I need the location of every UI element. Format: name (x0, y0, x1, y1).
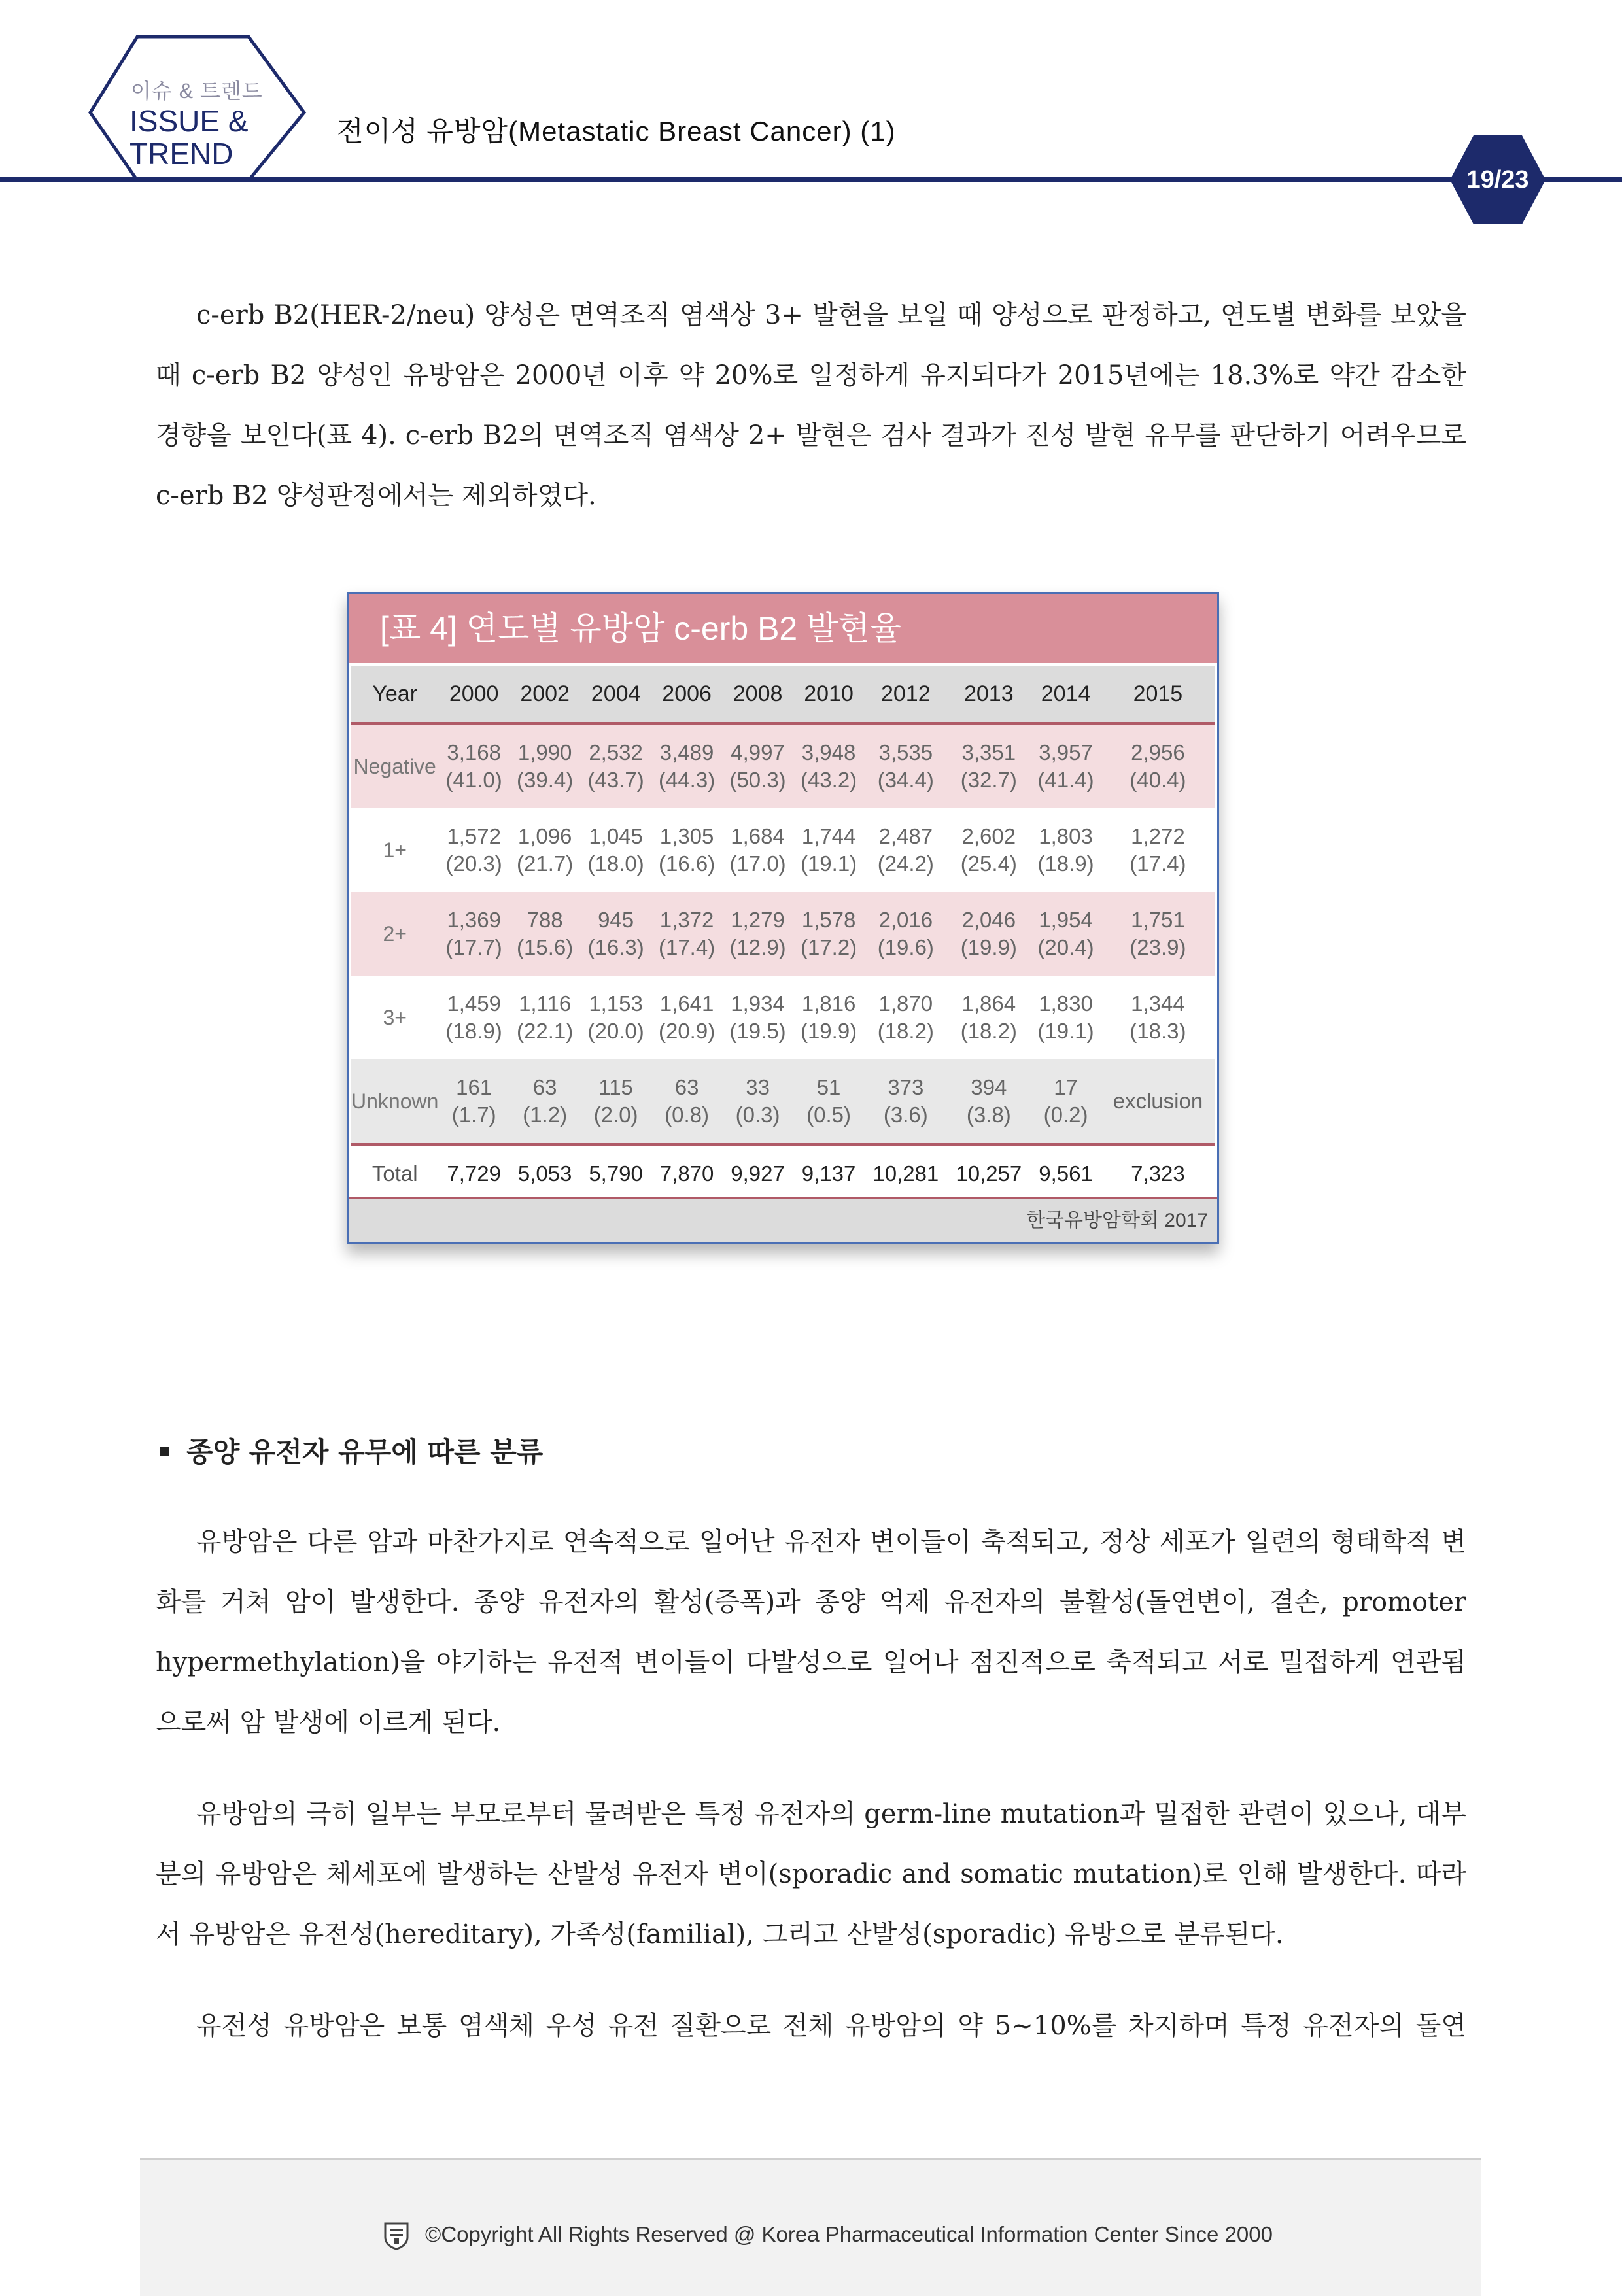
percent-value: (16.3) (587, 935, 644, 959)
value-cell (509, 723, 580, 808)
issue-trend-badge (85, 34, 320, 182)
count-value: 2,532 (589, 740, 643, 764)
percent-value: (19.9) (960, 935, 1017, 959)
value-cell (722, 892, 793, 976)
percent-value: (0.2) (1043, 1103, 1088, 1127)
table-row (351, 723, 1215, 808)
count-value: 33 (746, 1075, 770, 1099)
value-cell (722, 976, 793, 1059)
percent-value: (17.2) (800, 935, 857, 959)
count-value: 1,803 (1039, 824, 1093, 848)
value-cell (1101, 723, 1215, 808)
page-number-badge (1449, 134, 1547, 226)
value-cell (580, 723, 651, 808)
percent-value: (19.5) (729, 1019, 786, 1043)
page-number: 19/23 (1466, 166, 1529, 194)
count-value: 3,489 (659, 740, 714, 764)
percent-value: (17.4) (1130, 851, 1186, 876)
percent-value: (20.9) (658, 1019, 716, 1043)
count-value: 1,116 (519, 991, 572, 1016)
count-value: 1,684 (731, 824, 785, 848)
percent-value: (44.3) (658, 768, 716, 792)
count-value: 51 (816, 1075, 841, 1099)
year-header-cell: 2014 (1030, 666, 1101, 723)
percent-value: (43.2) (800, 768, 857, 792)
row-label-cell: Unknown (351, 1059, 438, 1144)
percent-value: (19.1) (1037, 1019, 1094, 1043)
value-cell (1030, 1059, 1101, 1144)
value-cell (1030, 976, 1101, 1059)
value-cell (509, 808, 580, 892)
count-value: 1,578 (801, 908, 856, 932)
value-cell (947, 1059, 1030, 1144)
value-cell (438, 976, 509, 1059)
count-value: 17 (1054, 1075, 1078, 1099)
total-value-cell: 5,053 (509, 1144, 580, 1202)
percent-value: (50.3) (729, 768, 786, 792)
value-cell (651, 723, 722, 808)
count-value: 63 (674, 1075, 699, 1099)
count-value: 1,744 (801, 824, 856, 848)
row-label-cell: Negative (351, 723, 438, 808)
count-value: 1,934 (731, 991, 785, 1016)
value-cell (722, 808, 793, 892)
page-title: 전이성 유방암(Metastatic Breast Cancer) (1) (337, 116, 896, 146)
value-cell (793, 892, 864, 976)
value-cell (438, 808, 509, 892)
count-value: 1,344 (1131, 991, 1185, 1016)
value-cell (651, 892, 722, 976)
count-value: 1,305 (659, 824, 714, 848)
percent-value: (21.7) (517, 851, 574, 876)
percent-value: (3.8) (966, 1103, 1011, 1127)
value-cell (864, 1059, 947, 1144)
total-value-cell: 5,790 (580, 1144, 651, 1202)
value-cell (651, 976, 722, 1059)
percent-value: (18.3) (1130, 1019, 1186, 1043)
count-value: 373 (888, 1075, 924, 1099)
percent-value: (25.4) (960, 851, 1017, 876)
percent-value: (34.4) (877, 768, 934, 792)
paragraph-3: 유방암의 극히 일부는 부모로부터 물려받은 특정 유전자의 germ-line mutation과 밀접한 관련이 있으나, 대부분의 유방암은 체세포에 발생하는 산발성 유전자 변이(sporadic and somatic mutation)로 인해 발생한다. 따라서 유방암은 유전성(hereditary), 가족성(familial), 그리고 산발성(sporadic) 유방으로 분류된다. (156, 1799, 1466, 1949)
value-cell (864, 892, 947, 976)
percent-value: (22.1) (517, 1019, 574, 1043)
section-heading-text: 종양 유전자 유무에 따른 분류 (186, 1436, 544, 1468)
percent-value: (20.3) (445, 851, 502, 876)
badge-small-label: 이슈 & 트렌드 (131, 79, 263, 103)
year-header-cell: 2015 (1101, 666, 1215, 723)
percent-value: (12.9) (729, 935, 786, 959)
percent-value: (17.4) (658, 935, 716, 959)
table-row (351, 892, 1215, 976)
count-value: 161 (456, 1075, 492, 1099)
percent-value: (39.4) (517, 768, 574, 792)
count-value: 2,602 (961, 824, 1016, 848)
value-cell (1030, 808, 1101, 892)
table-row (351, 808, 1215, 892)
count-value: 1,990 (517, 740, 572, 764)
percent-value: (3.6) (883, 1103, 928, 1127)
value-cell (509, 1059, 580, 1144)
percent-value: (23.9) (1130, 935, 1186, 959)
count-value: 1,045 (589, 824, 643, 848)
value-cell (722, 723, 793, 808)
value-cell (509, 976, 580, 1059)
percent-value: (41.0) (445, 768, 502, 792)
header-rule (0, 177, 1622, 182)
row-label-cell: 2+ (351, 892, 438, 976)
percent-value: (20.0) (587, 1019, 644, 1043)
value-cell (1030, 723, 1101, 808)
count-value: 1,751 (1131, 908, 1185, 932)
table-header-row (351, 666, 1215, 723)
value-cell (651, 808, 722, 892)
value-cell (580, 892, 651, 976)
value-cell (864, 723, 947, 808)
total-value-cell: 9,137 (793, 1144, 864, 1202)
square-bullet-icon (160, 1447, 169, 1456)
year-header-cell: 2010 (793, 666, 864, 723)
value-cell (864, 808, 947, 892)
percent-value: (18.0) (587, 851, 644, 876)
table-figure (347, 592, 1219, 1244)
percent-value: (18.9) (1037, 851, 1094, 876)
data-table (351, 666, 1215, 1202)
kpic-shield-icon (383, 2221, 409, 2250)
count-value: 3,957 (1039, 740, 1093, 764)
count-value: 1,954 (1039, 908, 1093, 932)
year-header-cell: 2006 (651, 666, 722, 723)
table-total-row (351, 1144, 1215, 1202)
percent-value: (19.6) (877, 935, 934, 959)
percent-value: (24.2) (877, 851, 934, 876)
table-title: [표 4] 연도별 유방암 c-erb B2 발현율 (349, 594, 1217, 663)
value-cell (722, 1059, 793, 1144)
total-value-cell: 9,561 (1030, 1144, 1101, 1202)
count-value: 1,870 (878, 991, 933, 1016)
value-cell (947, 976, 1030, 1059)
percent-value: (2.0) (593, 1103, 638, 1127)
year-header-cell: 2002 (509, 666, 580, 723)
percent-value: (19.1) (800, 851, 857, 876)
count-value: 4,997 (731, 740, 785, 764)
value-cell (1101, 808, 1215, 892)
value-cell (864, 976, 947, 1059)
section-heading (160, 1431, 543, 1470)
value-cell (580, 1059, 651, 1144)
count-value: exclusion (1113, 1089, 1203, 1113)
count-value: 1,272 (1131, 824, 1185, 848)
percent-value: (0.5) (806, 1103, 851, 1127)
percent-value: (41.4) (1037, 768, 1094, 792)
table-row (351, 1059, 1215, 1144)
percent-value: (18.9) (445, 1019, 502, 1043)
count-value: 3,948 (801, 740, 856, 764)
count-value: 1,572 (447, 824, 501, 848)
value-cell (580, 976, 651, 1059)
total-value-cell: 7,870 (651, 1144, 722, 1202)
percent-value: (1.2) (523, 1103, 568, 1127)
percent-value: (1.7) (451, 1103, 496, 1127)
value-cell (947, 808, 1030, 892)
count-value: 3,535 (878, 740, 933, 764)
year-header-cell: 2008 (722, 666, 793, 723)
badge-line-1: ISSUE & (129, 104, 249, 138)
footer (140, 2158, 1481, 2296)
count-value: 1,641 (659, 991, 714, 1016)
count-value: 1,372 (659, 908, 714, 932)
count-value: 63 (532, 1075, 557, 1099)
count-value: 788 (526, 908, 563, 932)
year-header-cell: 2013 (947, 666, 1030, 723)
count-value: 1,279 (731, 908, 785, 932)
percent-value: (15.6) (517, 935, 574, 959)
value-cell (1101, 1059, 1215, 1144)
total-value-cell: 7,729 (438, 1144, 509, 1202)
percent-value: (17.0) (729, 851, 786, 876)
total-value-cell: 10,281 (864, 1144, 947, 1202)
count-value: 3,168 (447, 740, 501, 764)
count-value: 3,351 (961, 740, 1016, 764)
total-value-cell: 10,257 (947, 1144, 1030, 1202)
percent-value: (43.7) (587, 768, 644, 792)
percent-value: (40.4) (1130, 768, 1186, 792)
value-cell (947, 892, 1030, 976)
percent-value: (18.2) (960, 1019, 1017, 1043)
table-row (351, 976, 1215, 1059)
value-cell (793, 1059, 864, 1144)
percent-value: (17.7) (445, 935, 502, 959)
header-label-cell: Year (351, 666, 438, 723)
value-cell (1101, 976, 1215, 1059)
count-value: 2,016 (878, 908, 933, 932)
count-value: 2,956 (1131, 740, 1185, 764)
year-header-cell: 2012 (864, 666, 947, 723)
copyright-text: ©Copyright All Rights Reserved @ Korea Pharmaceutical Information Center Since 2000 (425, 2222, 1273, 2246)
value-cell (793, 976, 864, 1059)
count-value: 1,369 (447, 908, 501, 932)
count-value: 1,864 (961, 991, 1016, 1016)
row-label-cell: 1+ (351, 808, 438, 892)
table-source: 한국유방암학회 2017 (349, 1197, 1217, 1242)
value-cell (438, 723, 509, 808)
count-value: 2,046 (961, 908, 1016, 932)
value-cell (651, 1059, 722, 1144)
count-value: 115 (598, 1075, 633, 1099)
count-value: 394 (971, 1075, 1007, 1099)
count-value: 1,096 (517, 824, 572, 848)
value-cell (1101, 892, 1215, 976)
value-cell (580, 808, 651, 892)
value-cell (947, 723, 1030, 808)
count-value: 945 (598, 908, 634, 932)
percent-value: (18.2) (877, 1019, 934, 1043)
year-header-cell: 2000 (438, 666, 509, 723)
total-value-cell: 7,323 (1101, 1144, 1215, 1202)
value-cell (509, 892, 580, 976)
count-value: 1,816 (801, 991, 856, 1016)
value-cell (793, 808, 864, 892)
percent-value: (19.9) (800, 1019, 857, 1043)
paragraph-4: 유전성 유방암은 보통 염색체 우성 유전 질환으로 전체 유방암의 약 5~10%를 차지하며 특정 유전자의 돌연 (196, 2011, 1466, 2041)
count-value: 1,459 (447, 991, 501, 1016)
value-cell (1030, 892, 1101, 976)
percent-value: (16.6) (658, 851, 716, 876)
row-label-cell: 3+ (351, 976, 438, 1059)
year-header-cell: 2004 (580, 666, 651, 723)
badge-line-2: TREND (129, 137, 233, 171)
percent-value: (0.8) (664, 1103, 710, 1127)
count-value: 1,830 (1039, 991, 1093, 1016)
value-cell (793, 723, 864, 808)
paragraph-2: 유방암은 다른 암과 마찬가지로 연속적으로 일어난 유전자 변이들이 축적되고, 정상 세포가 일련의 형태학적 변화를 거쳐 암이 발생한다. 종양 유전자의 활성(증폭)과 종양 억제 유전자의 불활성(돌연변이, 결손, promoter hypermethylation)을 야기하는 유전적 변이들이 다발성으로 일어나 점진적으로 축적되고 서로 밀접하게 연관됨으로써 암 발생에 이르게 된다. (156, 1527, 1466, 1738)
percent-value: (20.4) (1037, 935, 1094, 959)
total-label-cell: Total (351, 1144, 438, 1202)
value-cell (438, 1059, 509, 1144)
percent-value: (0.3) (735, 1103, 780, 1127)
percent-value: (32.7) (960, 768, 1017, 792)
count-value: 1,153 (589, 991, 643, 1016)
paragraph-1: c-erb B2(HER-2/neu) 양성은 면역조직 염색상 3+ 발현을 보일 때 양성으로 판정하고, 연도별 변화를 보았을 때 c-erb B2 양성인 유방암은 2000년 이후 약 20%로 일정하게 유지되다가 2015년에는 18.3%로 약간 감소한 경향을 보인다(표 4). c-erb B2의 면역조직 염색상 2+ 발현은 검사 결과가 진성 발현 유무를 판단하기 어려우므로 c-erb B2 양성판정에서는 제외하였다. (156, 300, 1466, 511)
total-value-cell: 9,927 (722, 1144, 793, 1202)
value-cell (438, 892, 509, 976)
count-value: 2,487 (878, 824, 933, 848)
